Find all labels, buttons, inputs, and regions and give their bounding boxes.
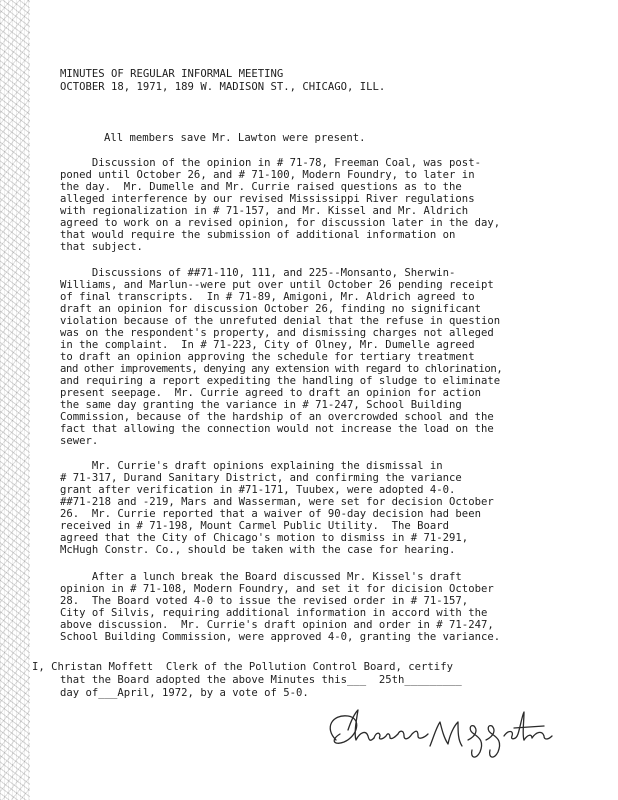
paragraph-line: alleged interference by our revised Mississippi River regulations: [60, 193, 475, 205]
paragraph-line: above discussion. Mr. Currie's draft opinion and order in # 71-247,: [60, 619, 494, 631]
paragraph-line: After a lunch break the Board discussed Mr. Kissel's draft: [60, 571, 462, 583]
paragraph-line: with regionalization in # 71-157, and Mr. Kissel and Mr. Aldrich: [60, 205, 469, 217]
attendance-line: All members save Mr. Lawton were present.: [104, 132, 366, 144]
paragraph-line: agreed that the City of Chicago's motion to dismiss in # 71-291,: [60, 532, 469, 544]
paragraph-line: Discussions of ##71-110, 111, and 225--Monsanto, Sherwin-: [60, 267, 456, 279]
certification-line: that the Board adopted the above Minutes this___ 25th_________: [60, 674, 462, 686]
paragraph-line: Mr. Currie's draft opinions explaining the dismissal in: [60, 460, 443, 472]
certification-line: day of___April, 1972, by a vote of 5-0.: [60, 687, 309, 699]
header-date-location: OCTOBER 18, 1971, 189 W. MADISON ST., CHICAGO, ILL.: [60, 81, 386, 93]
paragraph-line: was on the respondent's property, and dismissing charges not alleged: [60, 327, 494, 339]
handwritten-signature: [318, 700, 558, 770]
paragraph-line: opinion in # 71-108, Modern Foundry, and set it for dicision October: [60, 583, 494, 595]
paragraph-line: that subject.: [60, 241, 143, 253]
paragraph-line: McHugh Constr. Co., should be taken with the case for hearing.: [60, 544, 456, 556]
paragraph-line: fact that allowing the connection would not increase the load on the: [60, 423, 494, 435]
paragraph-line: City of Silvis, requiring additional information in accord with the: [60, 607, 488, 619]
certification-line: I, Christan Moffett Clerk of the Pollution Control Board, certify: [32, 661, 453, 673]
paragraph-line: and requiring a report expediting the handling of sludge to eliminate: [60, 375, 501, 387]
paragraph-line: received in # 71-198, Mount Carmel Public Utility. The Board: [60, 520, 450, 532]
paragraph-line: violation because of the unrefuted denial that the refuse in question: [60, 315, 501, 327]
paragraph-line: the same day granting the variance in # 71-247, School Building: [60, 399, 462, 411]
paragraph-line: to draft an opinion approving the schedule for tertiary treatment: [60, 351, 475, 363]
paragraph-line: and other improvements, denying any extension with regard to chlorination,: [60, 363, 503, 375]
paragraph-line: ##71-218 and -219, Mars and Wasserman, were set for decision October: [60, 496, 494, 508]
paragraph-line: that would require the submission of additional information on: [60, 229, 456, 241]
paragraph-line: 26. Mr. Currie reported that a waiver of 90-day decision had been: [60, 508, 481, 520]
header-title: MINUTES OF REGULAR INFORMAL MEETING: [60, 68, 284, 80]
paragraph-line: draft an opinion for discussion October 26, finding no significant: [60, 303, 481, 315]
paragraph-line: School Building Commission, were approved 4-0, granting the variance.: [60, 631, 501, 643]
paragraph-line: Commission, because of the hardship of an overcrowded school and the: [60, 411, 494, 423]
paragraph-line: agreed to work on a revised opinion, for discussion later in the day,: [60, 217, 501, 229]
paragraph-line: Discussion of the opinion in # 71-78, Freeman Coal, was post-: [60, 157, 481, 169]
paragraph-line: # 71-317, Durand Sanitary District, and confirming the variance: [60, 472, 462, 484]
paragraph-line: grant after verification in #71-171, Tuubex, were adopted 4-0.: [60, 484, 456, 496]
paragraph-line: sewer.: [60, 435, 99, 447]
paragraph-line: the day. Mr. Dumelle and Mr. Currie raised questions as to the: [60, 181, 462, 193]
paragraph-line: Williams, and Marlun--were put over until October 26 pending receipt: [60, 279, 494, 291]
paragraph-line: of final transcripts. In # 71-89, Amigoni, Mr. Aldrich agreed to: [60, 291, 475, 303]
paragraph-line: poned until October 26, and # 71-100, Modern Foundry, to later in: [60, 169, 475, 181]
paragraph-line: 28. The Board voted 4-0 to issue the revised order in # 71-157,: [60, 595, 469, 607]
paragraph-line: in the complaint. In # 71-223, City of Olney, Mr. Dumelle agreed: [60, 339, 475, 351]
paragraph-line: present seepage. Mr. Currie agreed to draft an opinion for action: [60, 387, 481, 399]
